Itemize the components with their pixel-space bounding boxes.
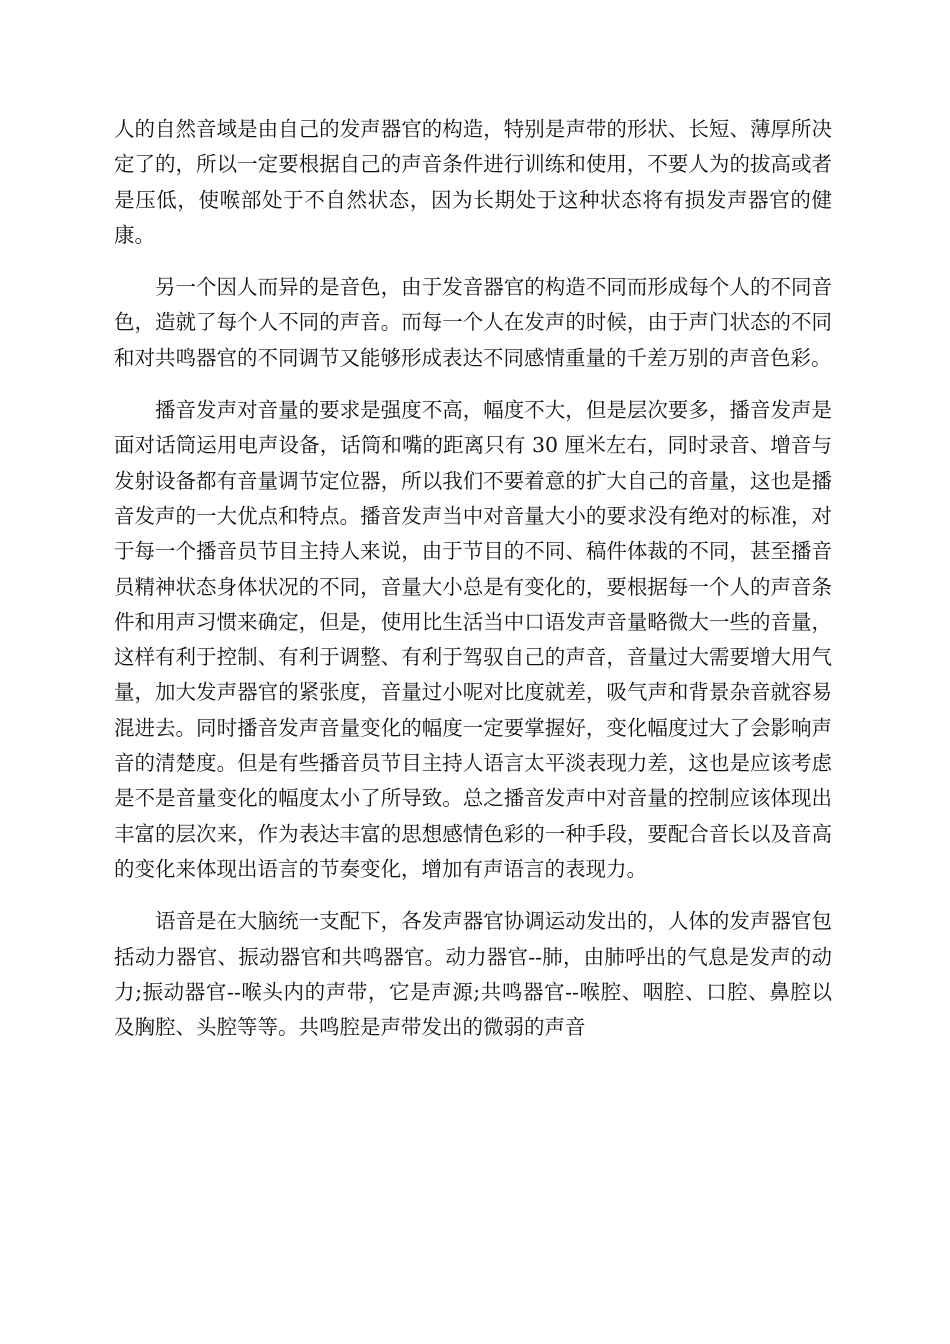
paragraph-2: 另一个因人而异的是音色，由于发音器官的构造不同而形成每个人的不同音色，造就了每个人不同的声音。而每一个人在发声的时候，由于声门状态的不同和对共鸣器官的不同调节又能够形成表达不同感情重量的千差万别的声音色彩。 xyxy=(114,275,832,370)
paragraph-3: 播音发声对音量的要求是强度不高，幅度不大，但是层次要多，播音发声是面对话筒运用电声设备，话筒和嘴的距离只有 30 厘米左右，同时录音、增音与发射设备都有音量调节定位器，所以我们不要着意的扩大自己的音量，这也是播音发声的一大优点和特点。播音发声当中对音量大小的要求没有绝对的标准，对于每一个播音员节目主持人来说，由于节目的不同、稿件体裁的不同，甚至播音员精神状态身体状况的不同，音量大小总是有变化的，要根据每一个人的声音条件和用声习惯来确定，但是，使用比生活当中口语发声音量略微大一些的音量，这样有利于控制、有利于调整、有利于驾驭自己的声音，音量过大需要增大用气量，加大发声器官的紧张度，音量过小呢对比度就差，吸气声和背景杂音就容易混进去。同时播音发声音量变化的幅度一定要掌握好，变化幅度过大了会影响声音的清楚度。但是有些播音员节目主持人语言太平淡表现力差，这也是应该考虑是不是音量变化的幅度太小了所导致。总之播音发声中对音量的控制应该体现出丰富的层次来，作为表达丰富的思想感情色彩的一种手段，要配合音长以及音高的变化来体现出语言的节奏变化，增加有声语言的表现力。 xyxy=(114,398,832,881)
paragraph-4: 语音是在大脑统一支配下，各发声器官协调运动发出的，人体的发声器官包括动力器官、振动器官和共鸣器官。动力器官--肺，由肺呼出的气息是发声的动力;振动器官--喉头内的声带，它是声源;共鸣器官--喉腔、咽腔、口腔、鼻腔以及胸腔、头腔等等。共鸣腔是声带发出的微弱的声音 xyxy=(114,909,832,1040)
paragraph-1: 人的自然音域是由自己的发声器官的构造，特别是声带的形状、长短、薄厚所决定了的，所以一定要根据自己的声音条件进行训练和使用，不要人为的拔高或者是压低，使喉部处于不自然状态，因为长期处于这种状态将有损发声器官的健康。 xyxy=(114,117,832,247)
document-page xyxy=(114,112,832,1045)
